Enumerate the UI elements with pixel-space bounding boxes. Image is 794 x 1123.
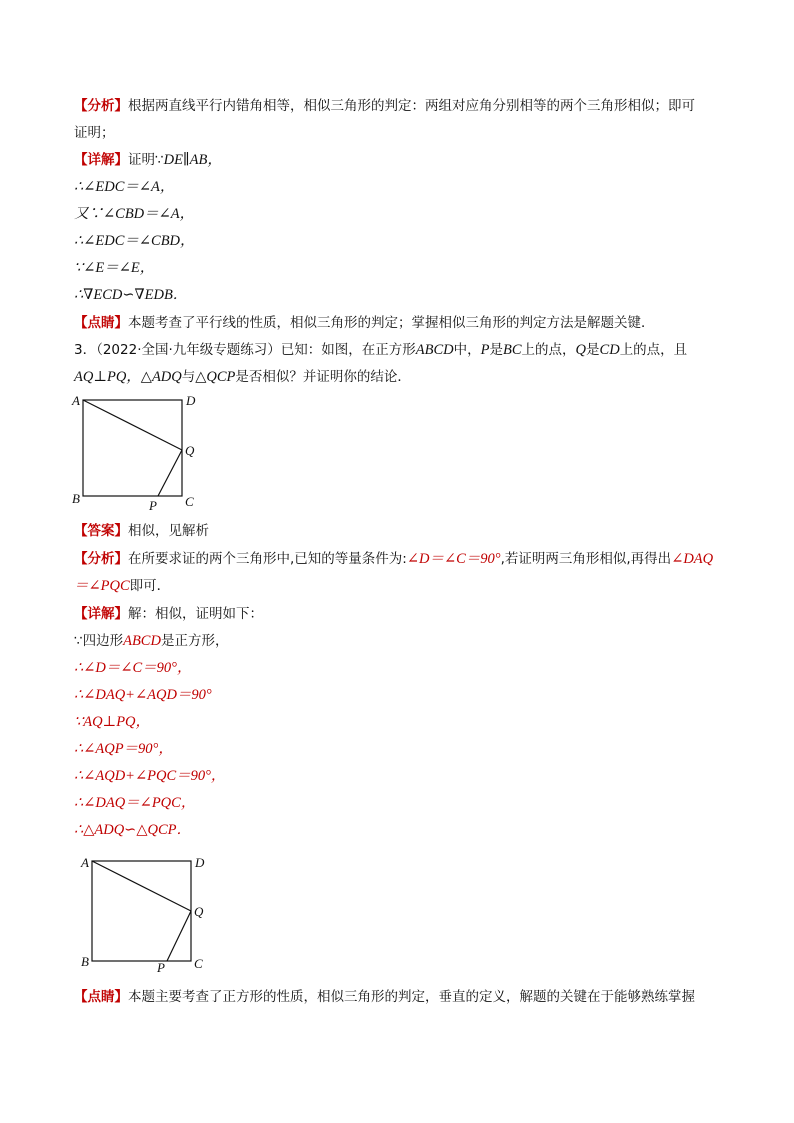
analysis-math: ∠DAQ [671,551,714,567]
q3-math: BC [503,342,522,358]
q3-line-1 [74,340,687,360]
q3-step-7: ∴∠DAQ＝∠PQC， [74,795,196,811]
label-q: Q [185,443,195,458]
q3-math: AQ⊥PQ， [74,369,141,385]
segment-qp [158,450,182,496]
prev-analysis-line-2: 证明； [74,125,115,141]
analysis-text: 在所要求证的两个三角形中,已知的等量条件为: [128,551,407,567]
prev-comment-line [74,313,655,333]
step-math: ABCD [123,633,161,649]
square-figure-2 [76,852,216,977]
q3-step-1 [74,631,228,651]
step-text: ∵四边形 [74,633,124,649]
q3-step-4: ∵AQ⊥PQ， [74,714,151,730]
detail-intro: 解：相似，证明如下： [128,606,263,622]
q3-math: Q [575,342,587,358]
q3-text: 是否相似？并证明你的结论． [235,369,411,385]
segment-qp [167,911,191,961]
segment-aq [92,861,191,911]
label-b: B [81,954,89,969]
analysis-tag: 【分析】 [74,98,128,114]
q3-detail-line [74,604,263,624]
q3-math: △ADQ [140,369,182,385]
q3-step-3: ∴∠DAQ+∠AQD＝90° [74,687,212,703]
q3-answer-line [74,521,209,541]
analysis-text: 即可． [129,578,171,594]
prev-step-5: ∴∇ECD∽∇EDB． [74,287,188,303]
label-a: A [81,855,89,870]
answer-text: 相似，见解析 [128,523,209,539]
comment-text: 本题主要考查了正方形的性质，相似三角形的判定，垂直的定义，解题的关键在于能够熟练掌握 [128,989,695,1005]
label-p: P [149,498,157,513]
q3-step-8: ∴△ADQ∽△QCP． [74,822,191,838]
square-outline [92,861,191,961]
analysis-math: ＝∠PQC [74,578,130,594]
square-figure-1 [66,390,206,515]
q3-comment-line [74,987,695,1007]
detail-tag: 【详解】 [74,152,128,168]
step-text: 是正方形， [160,633,229,649]
comment-tag: 【点睛】 [74,989,128,1005]
q3-analysis-line-1 [74,549,713,569]
prev-analysis-line-1 [74,96,695,116]
detail-given: DE∥AB， [163,152,222,168]
q3-text: 是 [489,342,504,358]
segment-aq [83,400,182,450]
label-b: B [72,491,80,506]
label-d: D [186,393,196,408]
analysis-tag: 【分析】 [74,551,128,567]
label-a: A [72,393,80,408]
prev-step-4: ∵∠E＝∠E， [74,260,155,276]
label-c: C [194,956,203,971]
comment-text: 本题考查了平行线的性质，相似三角形的判定；掌握相似三角形的判定方法是解题关键． [128,315,655,331]
label-q: Q [194,904,204,919]
q3-number: 3． [74,342,97,358]
q3-math: ABCD [415,342,454,358]
q3-math: CD [599,342,620,358]
comment-tag: 【点睛】 [74,315,128,331]
label-d: D [195,855,205,870]
prev-step-1: ∴∠EDC＝∠A， [74,179,175,195]
analysis-text: 根据两直线平行内错角相等，相似三角形的判定：两组对应角分别相等的两个三角形相似；即可 [128,98,695,114]
prev-detail-line [74,150,222,170]
q3-text: 与 [181,369,196,385]
q3-step-5: ∴∠AQP＝90°， [74,741,173,757]
q3-source: （2022·全国·九年级专题练习） [96,342,281,358]
q3-text: 上的点， [521,342,576,358]
q3-line-2 [74,367,411,387]
q3-text: 是 [586,342,600,358]
answer-tag: 【答案】 [74,523,128,539]
square-outline [83,400,182,496]
q3-text: 中， [453,342,481,358]
q3-text: 上的点，且 [619,342,688,358]
analysis-text: ,若证明两三角形相似,再得出 [500,551,672,567]
prev-step-3: ∴∠EDC＝∠CBD， [74,233,195,249]
detail-intro: 证明∵ [128,152,164,168]
label-p: P [157,960,165,975]
q3-math: P [480,342,490,358]
q3-math: △QCP [195,369,236,385]
prev-step-2: 又∵∠CBD＝∠A， [74,206,195,222]
q3-step-2: ∴∠D＝∠C＝90°， [74,660,192,676]
q3-text: 已知：如图，在正方形 [280,342,416,358]
analysis-math: ∠D＝∠C＝90° [406,551,501,567]
label-c: C [185,494,194,509]
q3-analysis-line-2 [74,576,170,596]
detail-tag: 【详解】 [74,606,128,622]
q3-step-6: ∴∠AQD+∠PQC＝90°， [74,768,226,784]
